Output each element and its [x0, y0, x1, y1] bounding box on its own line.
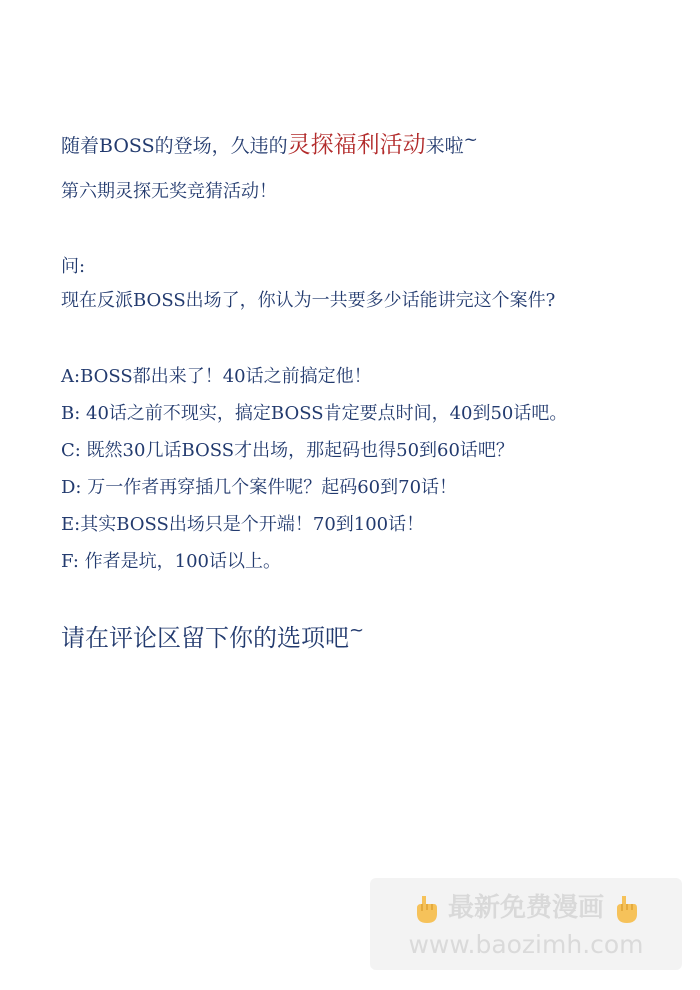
- watermark-title-row: [370, 892, 682, 924]
- pointing-down-hand-icon: [613, 894, 639, 924]
- announcement-highlight: 灵探福利活动: [287, 132, 426, 158]
- period-line: 第六期灵探无奖竞猜活动！: [61, 181, 277, 202]
- watermark-url: www.baozimh.com: [408, 930, 644, 959]
- question-text: 现在反派BOSS出场了，你认为一共要多少话能讲完这个案件?: [61, 290, 556, 311]
- announcement-line: [61, 130, 478, 158]
- comment-call-to-action: [61, 620, 365, 656]
- announcement-suffix: 来啦: [425, 135, 464, 157]
- question-label: 问:: [61, 256, 86, 277]
- option-c: C: 既然30几话BOSS才出场，那起码也得50到60话吧？: [61, 440, 514, 461]
- option-b: B: 40话之前不现实，搞定BOSS肯定要点时间，40到50话吧。: [61, 403, 568, 424]
- option-e: E:其实BOSS出场只是个开端！70到100话！: [61, 514, 425, 535]
- option-a: A:BOSS都出来了！40话之前搞定他！: [61, 366, 372, 387]
- option-f: F: 作者是坑，100话以上。: [61, 551, 281, 572]
- cta-tilde: ~: [349, 620, 365, 641]
- option-d: D: 万一作者再穿插几个案件呢？起码60到70话！: [61, 477, 458, 498]
- cta-text: 请在评论区留下你的选项吧: [61, 624, 349, 652]
- announcement-tilde: ~: [463, 130, 478, 150]
- watermark: [370, 878, 682, 970]
- pointing-down-hand-icon: [413, 894, 439, 924]
- watermark-title: 最新免费漫画: [447, 893, 604, 923]
- announcement-prefix: 随着BOSS的登场，久违的: [61, 135, 288, 157]
